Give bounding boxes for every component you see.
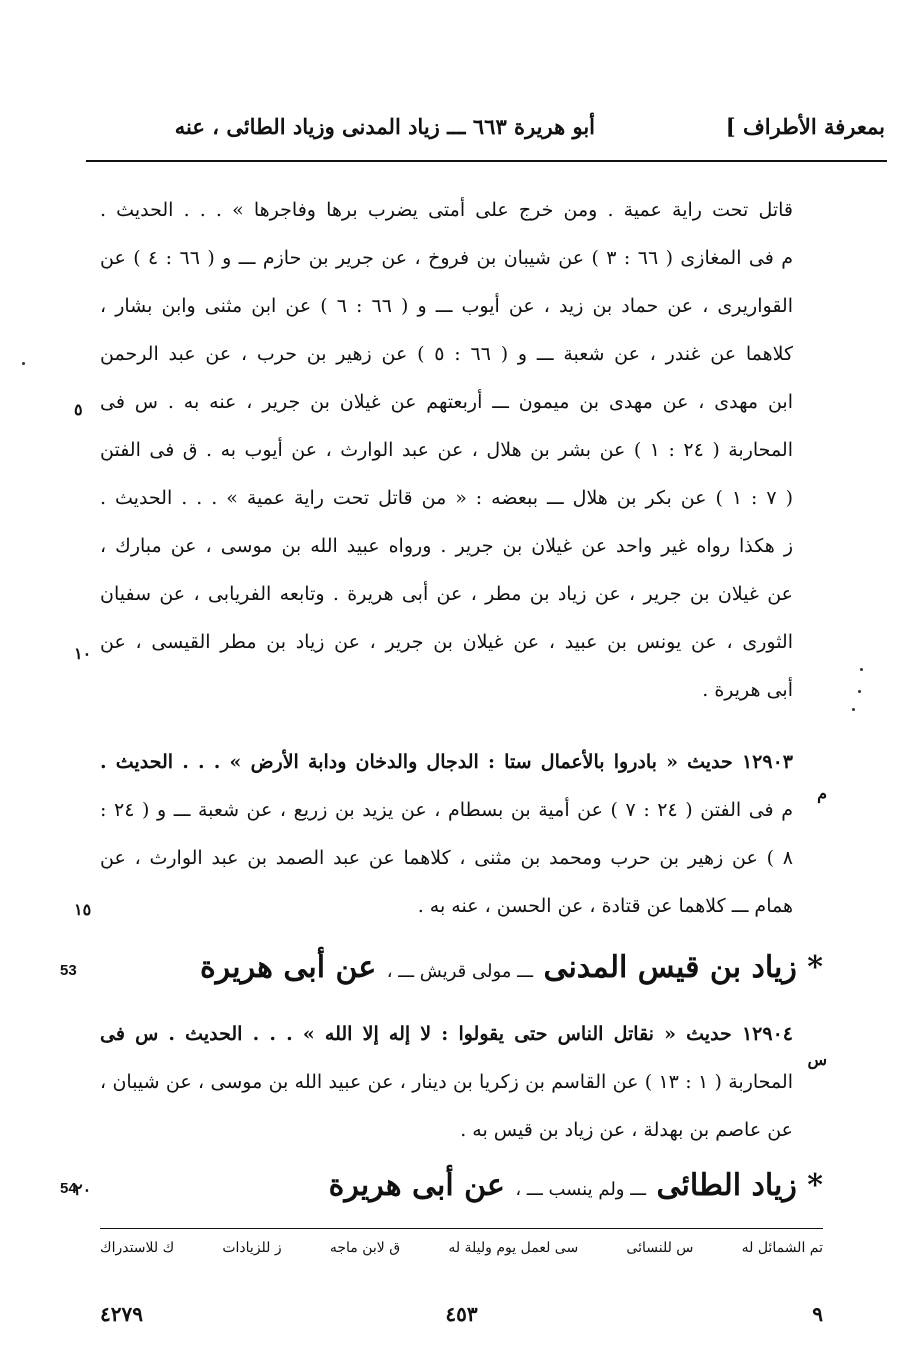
- text-line: ز هكذا رواه غير واحد عن غيلان بن جرير . ورواه عبيد الله بن موسى ، عن مبارك ،: [100, 535, 793, 557]
- line-number-10: ١٠: [74, 644, 92, 663]
- hadith-12904: [100, 1010, 793, 1154]
- volume-number: ٩: [812, 1302, 823, 1326]
- section-title: * زياد الطائى: [656, 1168, 823, 1203]
- running-header: [90, 110, 885, 152]
- abbreviation-item: س للنسائى: [626, 1240, 694, 1256]
- section-tail: عن أبى هريرة: [328, 1168, 505, 1203]
- section-number: 54: [60, 1180, 77, 1197]
- section-number: 53: [60, 962, 77, 979]
- section-note: ـــ ولم ينسب ـــ ،: [515, 1179, 647, 1200]
- text-line: م فى المغازى ( ٦٦ : ٣ ) عن شيبان بن فروخ ، عن جرير بن حازم ـــ و ( ٦٦ : ٤ ) عن: [100, 247, 793, 269]
- scan-speck: [860, 668, 863, 671]
- hadith-heading: ١٢٩٠٣ حديث « بادروا بالأعمال ستا : الدجال والدخان ودابة الأرض » . . . الحديث .: [100, 751, 793, 773]
- text-line: م فى الفتن ( ٢٤ : ٧ ) عن أمية بن بسطام ، عن يزيد بن زريع ، عن شعبة ـــ و ( ٢٤ :: [100, 799, 793, 821]
- text-line: ابن مهدى ، عن مهدى بن ميمون ـــ أربعتهم عن غيلان بن جرير ، عنه به . س فى: [100, 391, 793, 413]
- scan-speck: [22, 362, 25, 365]
- scan-speck: [858, 690, 861, 693]
- abbreviation-item: ك للاستدراك: [100, 1240, 175, 1256]
- text-block-1: [100, 186, 793, 714]
- text-line: كلاهما عن غندر ، عن شعبة ـــ و ( ٦٦ : ٥ ) عن زهير بن حرب ، عن عبد الرحمن: [100, 343, 793, 365]
- header-title: بمعرفة الأطراف ]: [725, 114, 885, 139]
- section-title: * زياد بن قيس المدنى: [543, 950, 823, 985]
- text-line: المحاربة ( ١ : ١٣ ) عن القاسم بن زكريا بن دينار ، عن عبيد الله بن موسى ، عن شيبان ،: [100, 1071, 793, 1093]
- margin-mark: م: [817, 784, 827, 803]
- margin-mark: س: [807, 1050, 827, 1069]
- line-number-5: ٥: [74, 400, 83, 419]
- abbreviation-key: [100, 1240, 823, 1264]
- text-line: القواريرى ، عن حماد بن زيد ، عن أيوب ـــ و ( ٦٦ : ٦ ) عن ابن مثنى وابن بشار ،: [100, 295, 793, 317]
- text-line: عن عاصم بن بهدلة ، عن زياد بن قيس به .: [460, 1119, 793, 1141]
- hadith-12903: [100, 738, 793, 930]
- text-line: عن غيلان بن جرير ، عن زياد بن مطر ، عن أبى هريرة . وتابعه الفريابى ، عن سفيان: [100, 583, 793, 605]
- section-note: ـــ مولى قريش ـــ ،: [386, 961, 533, 982]
- abbreviation-item: تم الشمائل له: [741, 1240, 823, 1256]
- page-number: ٤٥٣: [445, 1302, 478, 1326]
- abbreviation-item: ز للزيادات: [222, 1240, 282, 1256]
- scan-speck: [852, 708, 855, 711]
- section-54-heading: [329, 1168, 823, 1203]
- line-number-15: ١٥: [74, 900, 92, 919]
- section-tail: عن أبى هريرة: [199, 950, 377, 985]
- text-line: أبى هريرة .: [702, 679, 793, 701]
- text-line: همام ـــ كلاهما عن قتادة ، عن الحسن ، عنه به .: [417, 895, 793, 917]
- text-line: ( ٧ : ١ ) عن بكر بن هلال ـــ ببعضه : « من قاتل تحت راية عمية » . . . الحديث .: [100, 487, 793, 509]
- text-line: الثورى ، عن يونس بن عبيد ، عن غيلان بن جرير ، عن زياد بن مطر القيسى ، عن: [100, 631, 793, 653]
- text-line: ٨ ) عن زهير بن حرب ومحمد بن مثنى ، كلاهما عن عبد الصمد بن عبد الوارث ، عن: [100, 847, 793, 869]
- entry-number: ٤٢٧٩: [100, 1302, 143, 1326]
- footer-rule: [100, 1228, 823, 1229]
- abbreviation-item: سى لعمل يوم وليلة له: [448, 1240, 579, 1256]
- hadith-heading: ١٢٩٠٤ حديث « نقاتل الناس حتى يقولوا : لا إله إلا الله » . . . الحديث . س فى: [100, 1023, 793, 1045]
- page-footer: [100, 1302, 823, 1332]
- text-line: قاتل تحت راية عمية . ومن خرج على أمتى يضرب برها وفاجرها » . . . الحديث .: [100, 199, 793, 221]
- abbreviation-item: ق لابن ماجه: [329, 1240, 401, 1256]
- text-line: المحاربة ( ٢٤ : ١ ) عن بشر بن هلال ، عن عبد الوارث ، عن أيوب به . ق فى الفتن: [100, 439, 793, 461]
- header-subtitle: أبو هريرة ٦٦٣ ـــ زياد المدنى وزياد الطائى ، عنه: [174, 114, 595, 139]
- line-number-20: ٢٠: [74, 1180, 92, 1199]
- header-rule: [86, 160, 887, 162]
- section-53-heading: [200, 950, 823, 985]
